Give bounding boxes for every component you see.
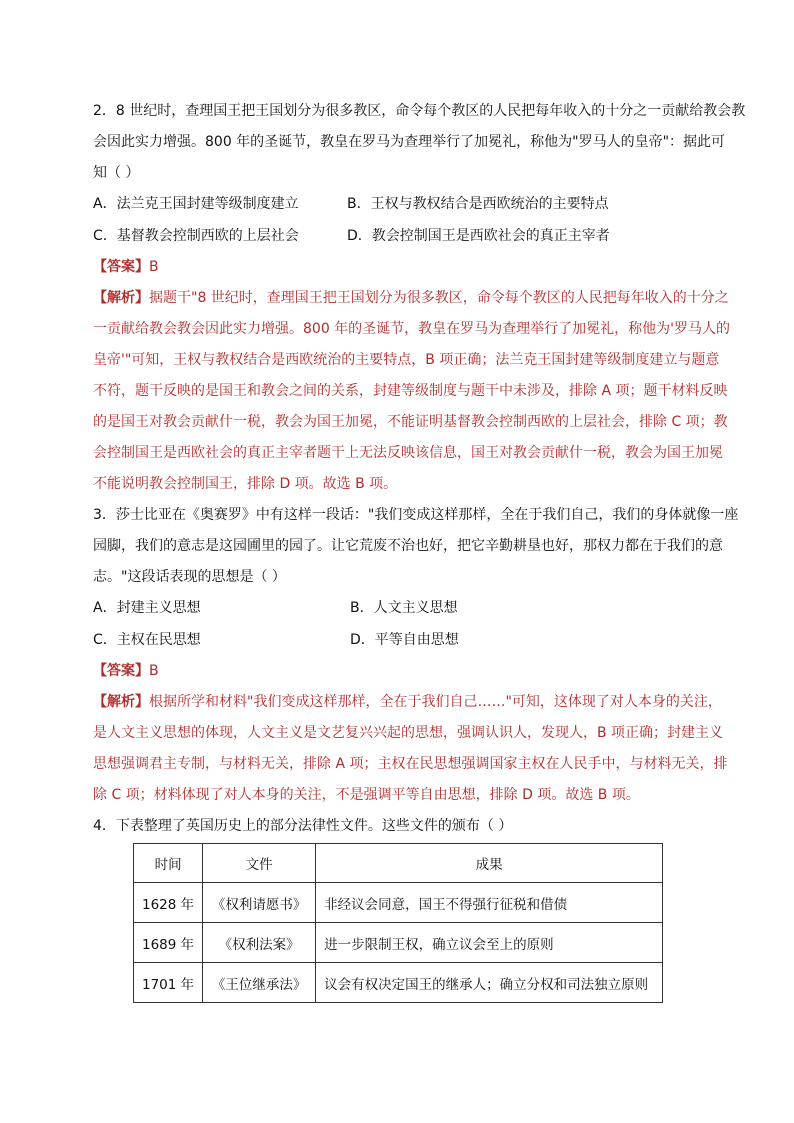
q3-analysis-tag: 【解析】 xyxy=(93,694,149,710)
table-row xyxy=(134,923,663,963)
q3-stem-line-3: 志。"这段话表现的思想是（ ） xyxy=(93,569,286,585)
q2-analysis-tag: 【解析】 xyxy=(93,290,149,306)
table-cell-result: 议会有权决定国王的继承人；确立分权和司法独立原则 xyxy=(316,963,663,1003)
q3-option-b: B．人文主义思想 xyxy=(350,600,458,616)
table-cell-time: 1701 年 xyxy=(134,963,203,1003)
q3-analysis-line-1 xyxy=(93,692,722,712)
q2-answer-tag: 【答案】 xyxy=(93,259,149,275)
table-cell-time: 1689 年 xyxy=(134,923,203,963)
q2-analysis-line-5: 的是国王对教会贡献什一税，教会为国王加冕，不能证明基督教会控制西欧的上层社会，排除 C 项；教 xyxy=(93,414,728,430)
q2-analysis-line-2: 一贡献给教会教会因此实力增强。800 年的圣诞节，教皇在罗马为查理举行了加冕礼，称他为'罗马人的 xyxy=(93,321,731,337)
q2-analysis-line-3: 皇帝'"可知，王权与教权结合是西欧统治的主要特点，B 项正确；法兰克王国封建等级制度建立与题意 xyxy=(93,352,720,368)
q2-answer-value: B xyxy=(149,259,159,275)
q3-stem-line-1: 3．莎士比亚在《奥赛罗》中有这样一段话："我们变成这样那样，全在于我们自己，我们的身体就像一座 xyxy=(93,507,739,523)
q2-option-c: C．基督教会控制西欧的上层社会 xyxy=(93,228,299,244)
q2-stem-line-1: 2．8 世纪时，查理国王把王国划分为很多教区，命令每个教区的人民把每年收入的十分之一贡献给教会教 xyxy=(93,103,746,119)
q2-analysis-line-4: 不符，题干反映的是国王和教会之间的关系，封建等级制度与题干中未涉及，排除 A 项；题干材料反映 xyxy=(93,383,728,399)
table-cell-result: 进一步限制王权，确立议会至上的原则 xyxy=(316,923,663,963)
q2-option-d: D．教会控制国王是西欧社会的真正主宰者 xyxy=(347,228,610,244)
q2-option-a: A．法兰克王国封建等级制度建立 xyxy=(93,196,299,212)
table-header-document: 文件 xyxy=(203,844,316,883)
q4-stem-line-1: 4．下表整理了英国历史上的部分法律性文件。这些文件的颁布（ ） xyxy=(93,818,513,834)
q2-stem-line-3: 知（ ） xyxy=(93,165,140,181)
q2-option-b: B．王权与教权结合是西欧统治的主要特点 xyxy=(347,196,609,212)
q3-analysis-line-2: 是人文主义思想的体现，人文主义是文艺复兴兴起的思想，强调认识人，发现人，B 项正确；封建主义 xyxy=(93,725,724,741)
q3-answer xyxy=(93,661,159,681)
q3-stem-line-2: 园脚，我们的意志是这园圃里的园了。让它荒废不治也好，把它辛勤耕垦也好，那权力都在于我们的意 xyxy=(93,538,723,554)
q3-option-d: D．平等自由思想 xyxy=(350,632,459,648)
table-cell-time: 1628 年 xyxy=(134,883,203,923)
table-row xyxy=(134,883,663,923)
q2-answer xyxy=(93,257,159,277)
q2-analysis-line-7: 不能说明教会控制国王，排除 D 项。故选 B 项。 xyxy=(93,476,398,492)
table-cell-document: 《权利法案》 xyxy=(203,923,316,963)
q2-analysis-text-1: 据题干"8 世纪时，查理国王把王国划分为很多教区，命令每个教区的人民把每年收入的十分之 xyxy=(149,290,729,306)
q3-option-c: C．主权在民思想 xyxy=(93,632,201,648)
q3-analysis-line-4: 除 C 项；材料体现了对人本身的关注，不是强调平等自由思想，排除 D 项。故选 B 项。 xyxy=(93,787,640,803)
q2-analysis-line-6: 会控制国王是西欧社会的真正主宰者题干上无法反映该信息，国王对教会贡献什一税，教会为国王加冕 xyxy=(93,445,723,461)
table-cell-document: 《王位继承法》 xyxy=(203,963,316,1003)
q3-analysis-text-1: 根据所学和材料"我们变成这样那样，全在于我们自己……"可知，这体现了对人本身的关注， xyxy=(149,694,722,710)
table-header-result: 成果 xyxy=(316,844,663,883)
q3-answer-value: B xyxy=(149,663,159,679)
table-cell-result: 非经议会同意，国王不得强行征税和借债 xyxy=(316,883,663,923)
laws-table xyxy=(133,843,663,1003)
table-row xyxy=(134,963,663,1003)
q3-answer-tag: 【答案】 xyxy=(93,663,149,679)
q2-stem-line-2: 会因此实力增强。800 年的圣诞节，教皇在罗马为查理举行了加冕礼，称他为"罗马人的皇帝"：据此可 xyxy=(93,134,726,150)
table-header-time: 时间 xyxy=(134,844,203,883)
table-header-row xyxy=(134,844,663,883)
q2-analysis-line-1 xyxy=(93,288,729,308)
q3-option-a: A．封建主义思想 xyxy=(93,600,201,616)
q3-analysis-line-3: 思想强调君主专制，与材料无关，排除 A 项；主权在民思想强调国家主权在人民手中，与材料无关，排 xyxy=(93,756,728,772)
table-cell-document: 《权利请愿书》 xyxy=(203,883,316,923)
